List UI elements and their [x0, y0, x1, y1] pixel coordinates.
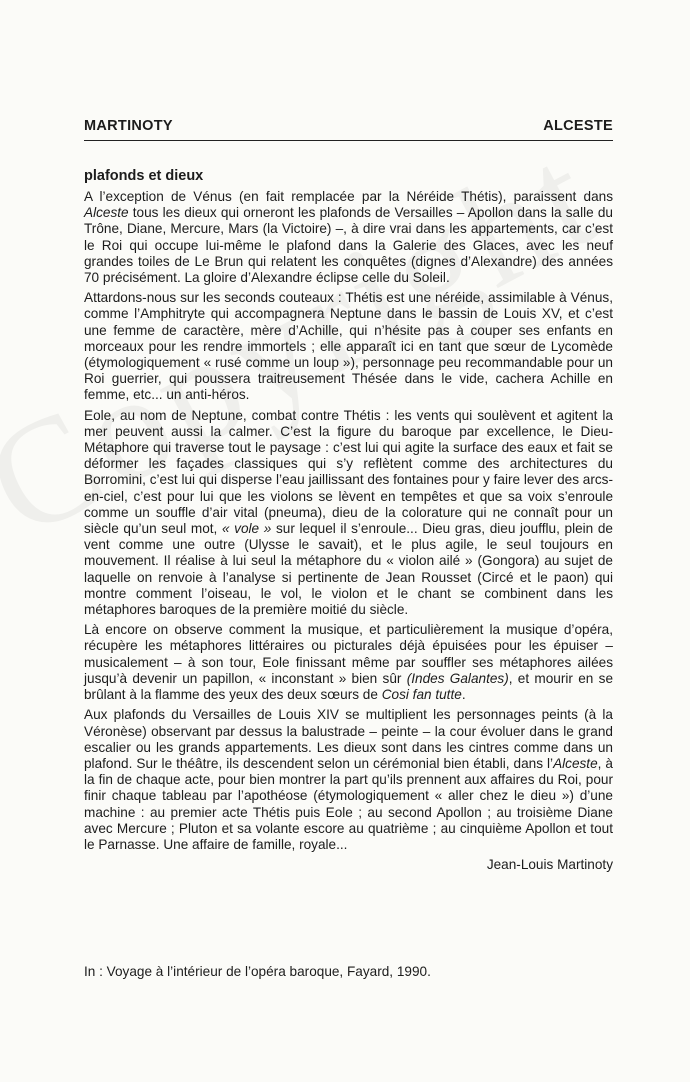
paragraph-text: Attardons-nous sur les seconds couteaux : Thétis est une néréide, assimilable à Vénus, comme l’Amphitryte qui accompagnera Neptune dans le bassin de Louis XV, et c’est une femme de caractère, mère d’Achille, qui n’hésite pas à couper ses enfants en morceaux pour les rendre immortels ; elle apparaît ici en tant que sœur de Lycomède (étymologiquement « rusé comme un loup »), personnage peu recommandable pour un Roi guerrier, qui poussera traitreusement Thésée dans le vide, cachera Achille en femme, etc... un anti-héros. [84, 290, 613, 403]
paragraphs [84, 189, 613, 853]
italic-text: Cosi fan tutte [381, 687, 462, 703]
body-paragraph [84, 189, 613, 286]
italic-text: Alceste [84, 205, 129, 221]
running-header [84, 118, 613, 134]
italic-text: (Indes Galantes) [406, 670, 509, 686]
body-paragraph [84, 408, 613, 619]
paragraph-text: Là encore on observe comment la musique, et particulièrement la musique d’opéra, récupère les métaphores littéraires ou picturales déjà épuisées pour les épuiser – musicalement – à son tour, Eole finissant même par souffler ses métaphores ailées jusqu’à devenir un papillon, « inconstant » bien sûr [84, 622, 613, 686]
paragraph-text: , et mourir en se brûlant à la flamme des yeux des deux sœurs de [84, 670, 614, 703]
body-paragraph [84, 622, 613, 703]
paragraph-text: . [461, 687, 466, 703]
body-paragraph [84, 707, 613, 853]
italic-text: Alceste [553, 755, 598, 771]
paragraph-text: sur lequel il s’enroule... Dieu gras, dieu joufflu, plein de vent comme une outre (Ulysse le savait), et le plus agile, le seul toujours en mouvement. Il réalise à lui seul la métaphore du « violon ailé » (Gongora) au sujet de laquelle on renvoie à l’analyse si pertinente de Jean Rousset (Circé et le paon) qui montre comment l’oiseau, le vol, le violon et le chant se combinent dans les métaphores baroques de la première moitié du siècle. [84, 521, 613, 618]
body-paragraph [84, 290, 613, 403]
paragraph-text: tous les dieux qui orneront les plafonds de Versailles – Apollon dans la salle du Trône, Diane, Mercure, Mars (la Victoire) –, à dire vrai dans les appartements, car c’est le Roi qui occupe lui-même le plafond dans la Galerie des Glaces, avec les neuf grandes toiles de Le Brun qui relatent les conquêtes (dignes d’Alexandre) des années 70 précisément. La gloire d’Alexandre éclipse celle du Soleil. [84, 205, 613, 286]
section-title: plafonds et dieux [84, 168, 204, 184]
italic-text: « vole » [221, 521, 272, 537]
header-title: ALCESTE [543, 118, 613, 134]
paragraph-text: A l’exception de Vénus (en fait remplacée par la Néréide Thétis), paraissent dans [84, 189, 613, 204]
header-author: MARTINOTY [84, 118, 173, 134]
paragraph-text: Aux plafonds du Versailles de Louis XIV se multiplient les personnages peints (à la Véronèse) observant par dessus la balustrade – peinte – la cour évoluer dans le grand escalier ou les grands appartements. Les dieux sont dans les cintres comme dans un plafond. Sur le théâtre, ils descendent selon un cérémonial bien établi, dans l’ [84, 707, 613, 771]
paragraph-text: , à la fin de chaque acte, pour bien montrer la part qu’ils prennent aux affaires du Roi, pour finir chaque tableau par l’apothéose (étymologiquement « aller chez le dieu ») d’une machine : au premier acte Thétis puis Eole ; au second Apollon ; au troisième Diane avec Mercure ; Pluton et sa volante escore au quatrième ; au cinquième Apollon et tout le Parnasse. Une affaire de famille, royale... [84, 755, 613, 852]
source-citation: In : Voyage à l’intérieur de l’opéra baroque, Fayard, 1990. [84, 964, 431, 979]
paragraph-text: Eole, au nom de Neptune, combat contre Thétis : les vents qui soulèvent et agitent la mer peuvent aussi la calmer. C’est la figure du baroque par excellence, le Dieu-Métaphore qui traverse tout le paysage : c’est lui qui agite la surface des eaux et fait se déformer les façades classiques qui s’y reflètent comme des architectures du Borromini, c’est lui qui disperse l’eau jaillissant des fontaines pour y faire lever des arcs-en-ciel, c’est pour lui que les violons se lèvent en tempêtes et que sa voix s’enroule comme un souffle d’air vital (pneuma), dieu de la colorature qui ne connaît pour un siècle qu’un seul mot, [84, 407, 613, 537]
author-signature: Jean-Louis Martinoty [486, 857, 613, 873]
article-body [84, 168, 613, 873]
header-rule [84, 140, 613, 141]
